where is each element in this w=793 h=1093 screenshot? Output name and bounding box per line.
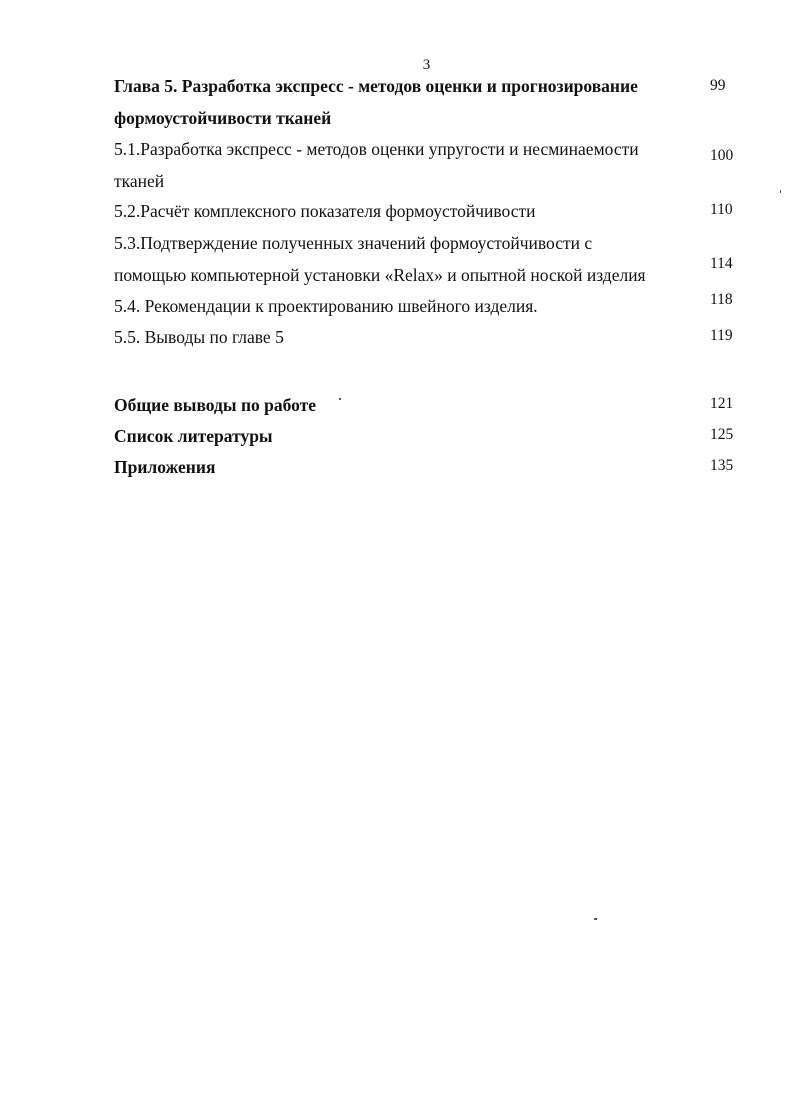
toc-item-5-2-page: 110 bbox=[710, 201, 733, 218]
toc-item-5-3-line1: 5.3.Подтверждение полученных значений формоустойчивости с bbox=[114, 233, 593, 253]
page-number: 3 bbox=[422, 57, 431, 73]
toc-item-5-4 bbox=[114, 290, 694, 322]
toc-general-conclusions-title: Общие выводы по работе bbox=[114, 395, 317, 415]
toc-general-conclusions bbox=[114, 389, 694, 421]
toc-bibliography-page: 125 bbox=[710, 426, 734, 443]
toc-chapter-5-page: 99 bbox=[710, 77, 726, 94]
toc-item-5-3 bbox=[114, 227, 694, 291]
toc-item-5-2-line1: 5.2.Расчёт комплексного показателя формоустойчивости bbox=[114, 201, 536, 221]
toc-chapter-5-title-line1: Глава 5. Разработка экспресс - методов оценки и прогнозирование bbox=[114, 76, 638, 96]
toc-item-5-1-page: 100 bbox=[710, 147, 734, 164]
toc-item-5-1-line2: тканей bbox=[114, 171, 165, 191]
toc-item-5-4-line1: 5.4. Рекомендации к проектированию швейного изделия. bbox=[114, 296, 538, 316]
toc-bibliography-title: Список литературы bbox=[114, 426, 273, 446]
toc-item-5-1 bbox=[114, 133, 694, 197]
toc-bibliography bbox=[114, 420, 694, 452]
toc-appendices-title: Приложения bbox=[114, 457, 216, 477]
toc-item-5-5 bbox=[114, 321, 694, 353]
toc-item-5-1-line1: 5.1.Разработка экспресс - методов оценки упругости и несминаемости bbox=[114, 139, 639, 159]
scan-speck bbox=[594, 918, 597, 920]
toc-chapter-5-title-line2: формоустойчивости тканей bbox=[114, 108, 332, 128]
toc-general-conclusions-page: 121 bbox=[710, 395, 734, 412]
toc-item-5-3-line2: помощью компьютерной установки «Relax» и опытной ноской изделия bbox=[114, 265, 646, 285]
toc-item-5-5-line1: 5.5. Выводы по главе 5 bbox=[114, 327, 284, 347]
toc-item-5-3-page: 114 bbox=[710, 255, 733, 272]
toc-chapter-5 bbox=[114, 70, 694, 134]
scan-speck bbox=[339, 398, 341, 400]
toc-item-5-5-page: 119 bbox=[710, 327, 733, 344]
toc-appendices bbox=[114, 451, 694, 483]
scan-speck bbox=[780, 190, 781, 193]
toc-item-5-2 bbox=[114, 195, 694, 227]
toc-appendices-page: 135 bbox=[710, 457, 734, 474]
toc-item-5-4-page: 118 bbox=[710, 291, 733, 308]
